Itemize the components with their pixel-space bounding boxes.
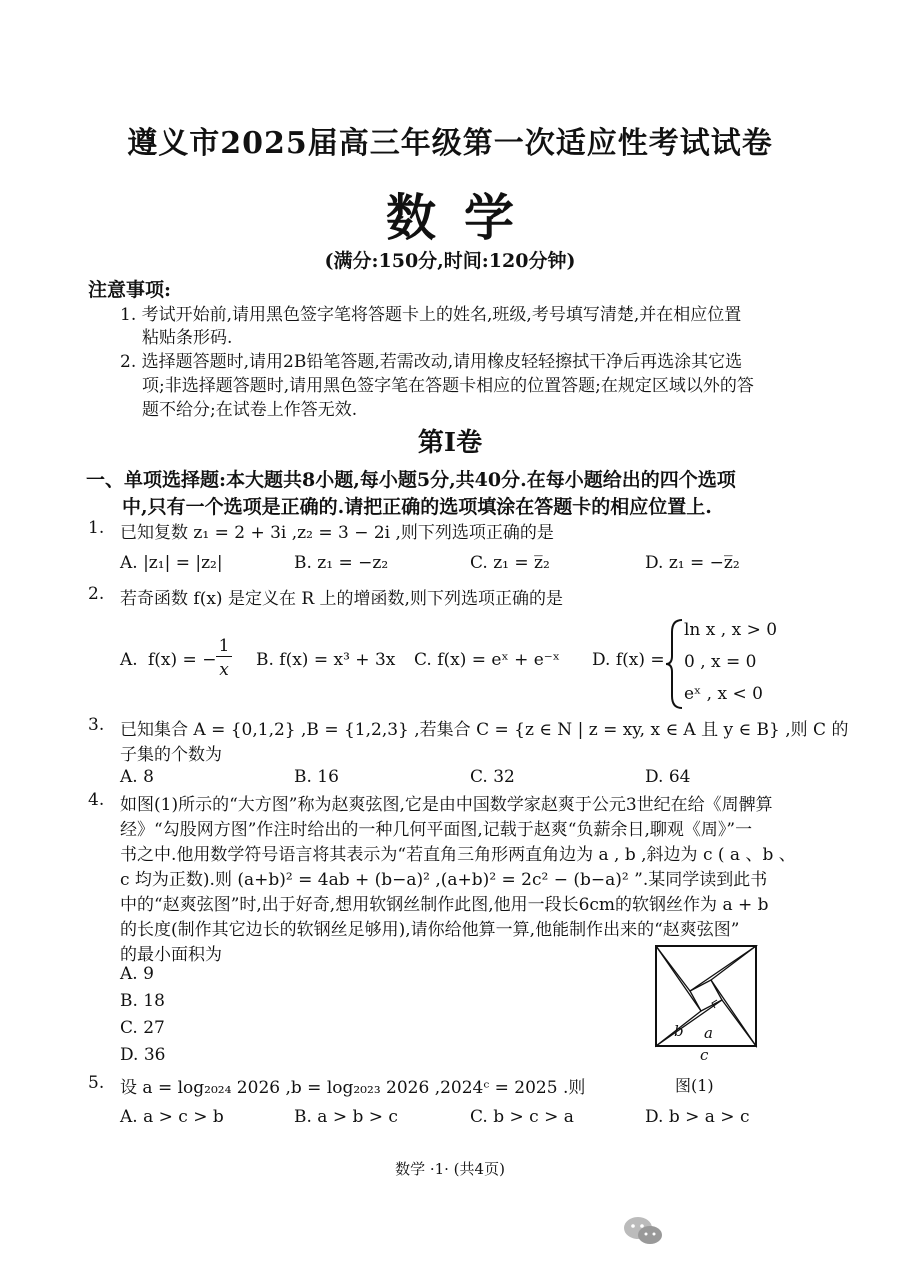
note-line: 题不给分;在试卷上作答无效. [142,400,358,420]
subject-title: 数学 [386,188,542,247]
option-a: A. 8 [120,767,154,787]
part-instructions-cont: 中,只有一个选项是正确的.请把正确的选项填涂在答题卡的相应位置上. [122,496,712,518]
question-line: 的长度(制作其它边长的软钢丝足够用),请你给他算一算,他能制作出来的“赵爽弦图” [120,920,740,940]
option-d: D. z₁ = −z̅₂ [645,553,740,573]
option-c: C. 32 [470,767,515,787]
question-line: 书之中.他用数学符号语言将其表示为“若直角三角形两直角边为 a , b ,斜边为 c ( a 、b 、 [120,845,796,865]
page-footer: 数学 ·1· (共4页) [395,1160,505,1178]
fraction-denominator: x [219,660,229,680]
fraction-numerator: 1 [216,636,232,657]
option-a-label: A. [120,650,138,670]
case-line: eˣ , x < 0 [684,684,763,704]
note-line: 粘贴条形码. [142,328,233,348]
question-stem: 设 a = log₂₀₂₄ 2026 ,b = log₂₀₂₃ 2026 ,2024ᶜ = 2025 .则 [120,1078,586,1098]
question-line: 中的“赵爽弦图”时,出于好奇,想用软钢丝制作此图,他用一段长6cm的软钢丝作为 a + b [120,895,769,915]
question-number: 4. [88,790,105,810]
option-d: D. 64 [645,767,691,787]
question-stem-cont: 子集的个数为 [120,745,222,765]
case-line: 0 , x = 0 [684,652,757,672]
option-c: C. b > c > a [470,1107,574,1127]
question-number: 5. [88,1073,105,1093]
option-d: D. 36 [120,1045,166,1065]
question-line: 经》“勾股网方图”作注时给出的一种几何平面图,记载于赵爽“负薪余日,聊观《周》”一 [120,820,753,840]
chat-logo-icon [622,1213,666,1249]
question-line: c 均为正数).则 (a+b)² = 4ab + (b−a)² ,(a+b)² = 2c² − (b−a)² ”.某同学读到此书 [120,870,768,890]
question-stem: 已知集合 A = {0,1,2} ,B = {1,2,3} ,若集合 C = {z ∈ N | z = xy, x ∈ A 且 y ∈ B} ,则 C 的 [120,720,849,740]
figure-label-b: b [674,1022,684,1040]
option-b: B. f(x) = x³ + 3x [256,650,396,670]
figure-label-a: a [704,1024,713,1042]
notes-heading: 注意事项: [88,279,172,301]
option-a: A. |z₁| = |z₂| [120,553,223,573]
note-line: 项;非选择题答题时,请用黑色签字笔在答题卡相应的位置答题;在规定区域以外的答 [142,376,754,396]
score-time-line: (满分:150分,时间:120分钟) [324,250,576,272]
option-b: B. 18 [120,991,165,1011]
figure-caption: 图(1) [675,1076,714,1095]
option-c: C. z₁ = z̅₂ [470,553,550,573]
option-b: B. 16 [294,767,339,787]
question-number: 2. [88,584,105,604]
option-b: B. z₁ = −z₂ [294,553,389,573]
note-line: 2. 选择题答题时,请用2B铅笔答题,若需改动,请用橡皮轻轻擦拭干净后再选涂其它选 [120,352,743,372]
option-d: D. b > a > c [645,1107,750,1127]
option-b: B. a > b > c [294,1107,398,1127]
option-a: A. a > c > b [120,1107,224,1127]
option-a: A. 9 [120,964,154,984]
question-line: 的最小面积为 [120,945,222,965]
option-a-lhs: f(x) = − [148,650,217,670]
option-c: C. 27 [120,1018,165,1038]
section-title: 第I卷 [417,428,483,458]
case-line: ln x , x > 0 [684,620,778,640]
option-c: C. f(x) = eˣ + e⁻ˣ [414,650,560,670]
question-stem: 已知复数 z₁ = 2 + 3i ,z₂ = 3 − 2i ,则下列选项正确的是 [120,523,554,543]
exam-title: 遵义市2025届高三年级第一次适应性考试试卷 [127,126,773,161]
note-line: 1. 考试开始前,请用黑色签字笔将答题卡上的姓名,班级,考号填写清楚,并在相应位置 [120,305,742,325]
part-instructions: 一、单项选择题:本大题共8小题,每小题5分,共40分.在每小题给出的四个选项 [86,469,736,491]
question-line: 如图(1)所示的“大方图”称为赵爽弦图,它是由中国数学家赵爽于公元3世纪在给《周髀算 [120,795,773,815]
question-stem: 若奇函数 f(x) 是定义在 R 上的增函数,则下列选项正确的是 [120,589,563,609]
left-brace-icon [664,618,686,710]
option-d-label: D. f(x) = [592,650,665,670]
question-number: 1. [88,518,105,538]
figure-label-c: c [700,1046,709,1064]
question-number: 3. [88,715,105,735]
